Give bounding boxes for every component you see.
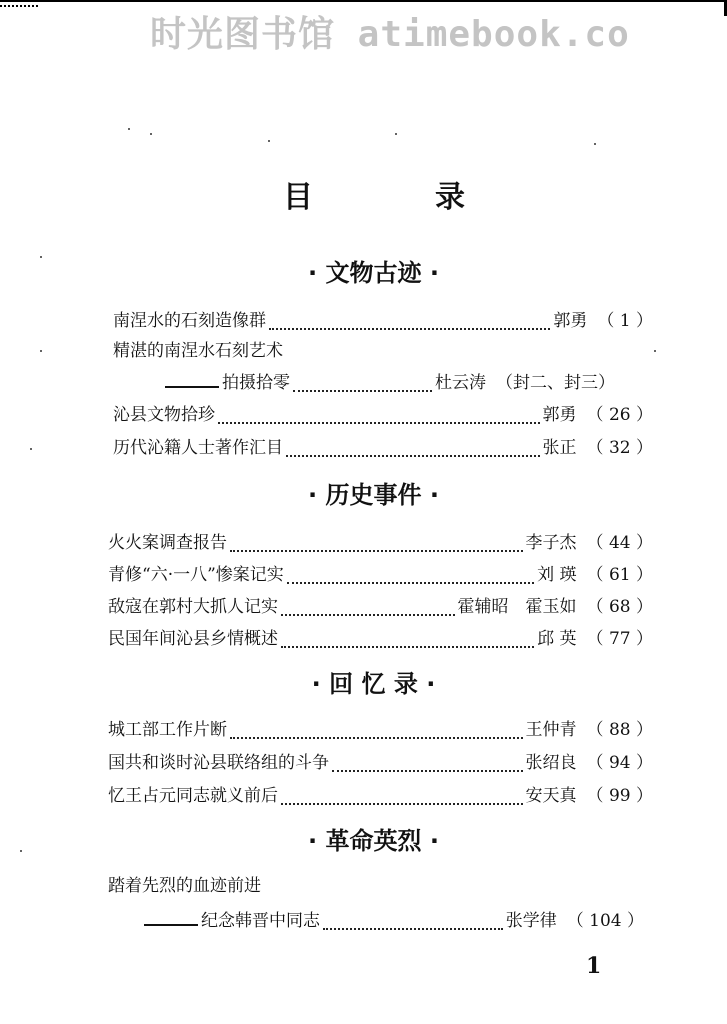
dot-leader [281,798,523,805]
scan-speck [20,850,22,852]
entry-title: 敌寇在郭村大抓人记实 [108,597,278,617]
dot-leader [230,545,523,552]
toc-entry[interactable] [108,627,653,651]
entry-page: （ 68 ） [586,597,653,617]
entry-page: （ 94 ） [586,753,653,773]
entry-author: 张正 [542,438,577,458]
entry-author: 王仲青 [525,720,577,740]
entry-author: 张学律 [505,911,557,931]
dot-leader [281,641,534,648]
entry-title: 国共和谈时沁县联络组的斗争 [108,753,329,773]
scan-speck [40,256,42,258]
entry-author: 霍辅昭 霍玉如 [457,597,577,617]
toc-entry[interactable] [108,751,653,775]
entry-title: 忆王占元同志就义前后 [108,786,278,806]
dot-leader [269,323,550,330]
scan-speck [654,350,656,352]
toc-entry[interactable] [108,718,653,742]
scan-speck [128,128,130,130]
corner-mark [0,0,38,7]
scan-speck [40,350,42,352]
entry-author: 刘 瑛 [537,565,577,585]
dot-leader [286,450,540,457]
dot-leader [293,385,432,392]
entry-author: 邱 英 [537,629,577,649]
scan-speck [268,140,270,142]
entry-page: （ 99 ） [586,786,653,806]
toc-entry[interactable] [113,403,653,427]
dot-leader [218,417,540,424]
entry-author: 杜云涛 [435,373,486,393]
entry-page: （ 88 ） [586,720,653,740]
scan-speck [30,448,32,450]
watermark-text: 时光图书馆 atimebook.co [150,14,630,55]
toc-entry[interactable] [108,563,653,587]
toc-entry[interactable] [108,531,653,555]
entry-page: （ 26 ） [586,405,653,425]
section-heading-historical-events: · 历史事件 · [308,481,439,509]
em-dash [165,386,219,388]
toc-entry-subtitle[interactable] [144,909,644,933]
entry-title: 青修“六·一八”惨案记实 [108,565,284,585]
entry-page: （封二、封三） [496,373,615,393]
entry-author: 安天真 [525,786,577,806]
entry-title: 民国年间沁县乡情概述 [108,629,278,649]
entry-title: 历代沁籍人士著作汇目 [113,438,283,458]
dot-leader [230,732,523,739]
entry-author: 李子杰 [525,533,577,553]
toc-entry[interactable] [108,784,653,808]
entry-author: 郭勇 [553,311,588,331]
toc-entry[interactable] [113,309,653,333]
page-number: 1 [586,953,602,979]
dot-leader [332,765,523,772]
entry-author: 郭勇 [542,405,577,425]
entry-title: 城工部工作片断 [108,720,227,740]
toc-entry-title[interactable]: 精湛的南涅水石刻艺术 [113,341,283,361]
entry-title: 沁县文物拾珍 [113,405,215,425]
section-heading-cultural-relics: · 文物古迹 · [308,259,439,287]
entry-page: （ 44 ） [586,533,653,553]
entry-author: 张绍良 [525,753,577,773]
scan-speck [395,133,397,135]
scan-speck [150,133,152,135]
entry-page: （ 1 ） [597,311,653,331]
toc-entry-subtitle[interactable] [165,371,615,395]
dot-leader [281,609,455,616]
entry-title: 火火案调查报告 [108,533,227,553]
em-dash [144,924,198,926]
top-border-rule [0,0,727,2]
entry-page: （ 77 ） [586,629,653,649]
dot-leader [323,923,503,930]
section-heading-revolutionary-martyrs: · 革命英烈 · [308,827,439,855]
entry-subtitle: 拍摄拾零 [222,373,290,393]
entry-subtitle: 纪念韩晋中同志 [201,911,320,931]
toc-entry-title[interactable]: 踏着先烈的血迹前进 [108,876,261,896]
entry-title: 南涅水的石刻造像群 [113,311,266,331]
entry-page: （ 61 ） [586,565,653,585]
scan-speck [594,143,596,145]
page-title: 目录 [283,180,587,215]
dot-leader [287,577,534,584]
entry-page: （ 104 ） [566,911,644,931]
toc-entry[interactable] [113,436,653,460]
toc-entry[interactable] [108,595,653,619]
entry-page: （ 32 ） [586,438,653,458]
section-heading-memoirs: · 回 忆 录 · [311,670,436,698]
